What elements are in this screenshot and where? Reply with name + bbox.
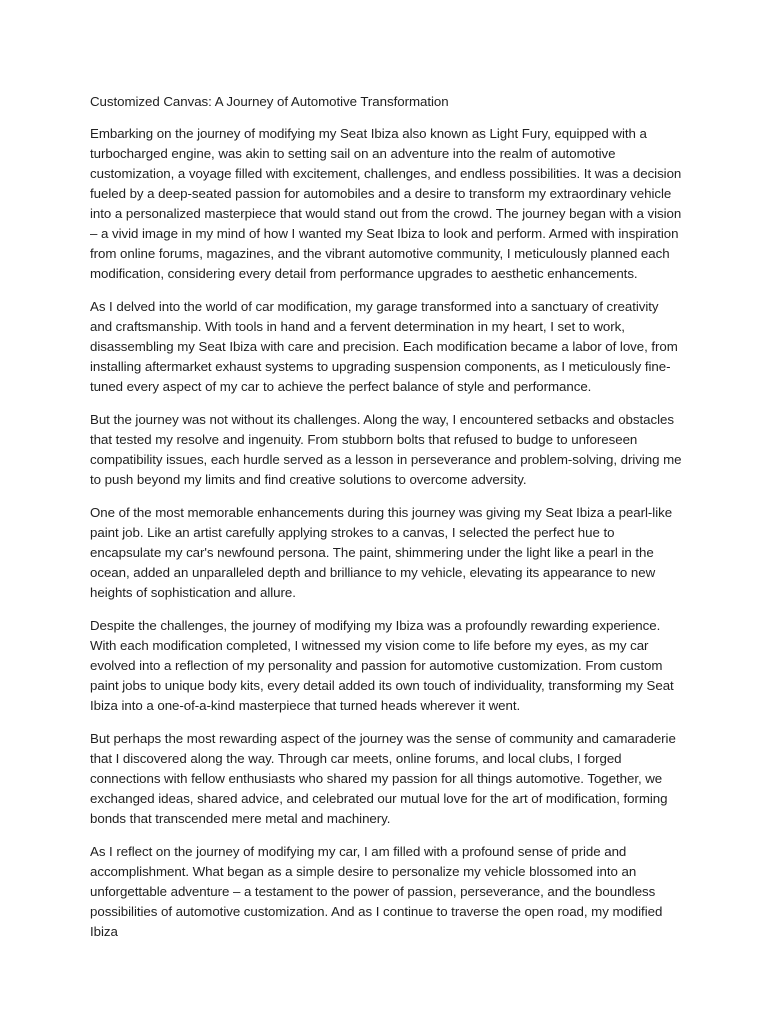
document-body <box>90 92 682 955</box>
paragraph: One of the most memorable enhancements during this journey was giving my Seat Ibiza a pearl-like paint job. Like an artist carefully applying strokes to a canvas, I selected the perfect hue to encapsulate my car's newfound persona. The paint, shimmering under the light like a pearl in the ocean, added an unparalleled depth and brilliance to my vehicle, elevating its appearance to new heights of sophistication and allure. <box>90 505 673 600</box>
paragraph: Despite the challenges, the journey of modifying my Ibiza was a profoundly rewarding experience. With each modification completed, I witnessed my vision come to life before my eyes, as my car evolved into a reflection of my personality and passion for automotive customization. From custom paint jobs to unique body kits, every detail added its own touch of individuality, transforming my Seat Ibiza into a one-of-a-kind masterpiece that turned heads wherever it went. <box>90 618 674 713</box>
paragraph: But perhaps the most rewarding aspect of the journey was the sense of community and camaraderie that I discovered along the way. Through car meets, online forums, and local clubs, I forged connections with fellow enthusiasts who shared my passion for all things automotive. Together, we exchanged ideas, shared advice, and celebrated our mutual love for the art of modification, forming bonds that transcended mere metal and machinery. <box>90 731 676 826</box>
paragraph: As I delved into the world of car modification, my garage transformed into a sanctuary of creativity and craftsmanship. With tools in hand and a fervent determination in my heart, I set to work, disassembling my Seat Ibiza with care and precision. Each modification became a labor of love, from installing aftermarket exhaust systems to upgrading suspension components, as I meticulously fine-tuned every aspect of my car to achieve the perfect balance of style and performance. <box>90 299 678 394</box>
paragraph: Embarking on the journey of modifying my Seat Ibiza also known as Light Fury, equipped with a turbocharged engine, was akin to setting sail on an adventure into the realm of automotive customization, a voyage filled with excitement, challenges, and endless possibilities. It was a decision fueled by a deep-seated passion for automobiles and a desire to transform my extraordinary vehicle into a personalized masterpiece that would stand out from the crowd. The journey began with a vision – a vivid image in my mind of how I wanted my Seat Ibiza to look and perform. Armed with inspiration from online forums, magazines, and the vibrant automotive community, I meticulously planned each modification, considering every detail from performance upgrades to aesthetic enhancements. <box>90 126 682 281</box>
document-title: Customized Canvas: A Journey of Automotive Transformation <box>90 94 449 109</box>
paragraph: But the journey was not without its challenges. Along the way, I encountered setbacks and obstacles that tested my resolve and ingenuity. From stubborn bolts that refused to budge to unforeseen compatibility issues, each hurdle served as a lesson in perseverance and problem-solving, driving me to push beyond my limits and find creative solutions to overcome adversity. <box>90 412 682 487</box>
paragraph: As I reflect on the journey of modifying my car, I am filled with a profound sense of pride and accomplishment. What began as a simple desire to personalize my vehicle blossomed into an unforgettable adventure – a testament to the power of passion, perseverance, and the boundless possibilities of automotive customization. And as I continue to traverse the open road, my modified Ibiza <box>90 844 663 939</box>
